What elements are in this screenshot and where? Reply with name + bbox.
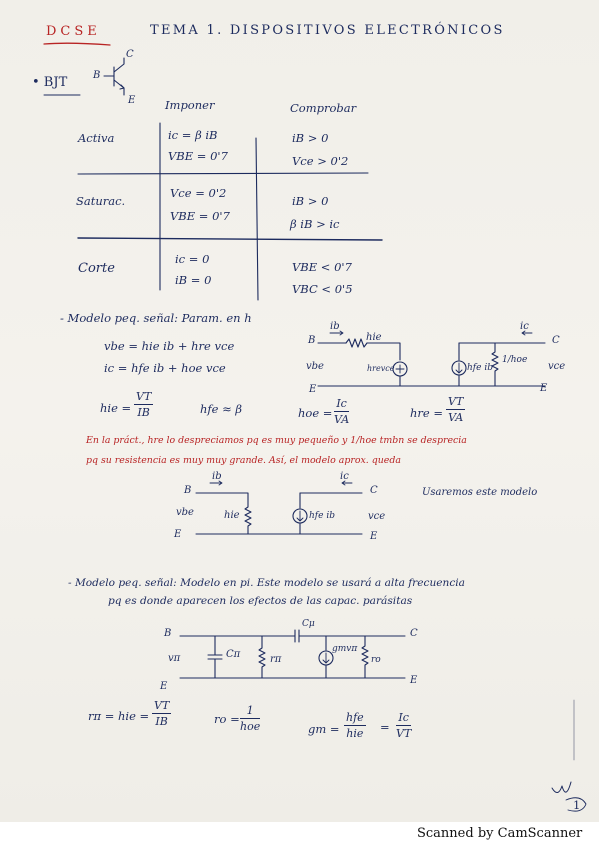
pc-c-pi: Cπ — [226, 649, 241, 660]
bjt-symbol — [104, 58, 124, 95]
sc-hfe-ib: hfe ib — [309, 511, 335, 521]
page-mark: 1 — [573, 798, 581, 812]
hre-den: VA — [448, 411, 464, 424]
sc-b: B — [184, 485, 192, 496]
pc-e1: E — [160, 681, 168, 692]
col-impose: Imponer — [165, 98, 215, 112]
bjt-pin-e: E — [128, 95, 136, 106]
scanner-watermark: Scanned by CamScanner — [417, 826, 583, 841]
sc-vce: vce — [368, 511, 386, 522]
rpi-lhs: rπ = hie = — [88, 709, 150, 723]
pc-c: C — [410, 628, 418, 639]
header-underline — [44, 43, 110, 45]
bjt-bullet: • BJT — [32, 75, 68, 90]
col-check: Comprobar — [290, 101, 357, 115]
hoe-fraction — [334, 398, 349, 425]
hoe-num: Ic — [334, 398, 349, 412]
gm-den2: VT — [396, 727, 412, 740]
hc-c: C — [552, 335, 560, 346]
red-note-line2: pq su resistencia es muy muy grande. Así, el modelo aprox. queda — [86, 455, 401, 466]
hie-lhs: hie = — [100, 401, 132, 415]
hc-ic: ic — [520, 321, 529, 332]
cut-impose-2: iB = 0 — [175, 273, 212, 287]
hc-e1: E — [309, 384, 317, 395]
h-model-heading: - Modelo peq. señal: Param. en h — [60, 311, 252, 325]
hre-num: VT — [448, 395, 464, 408]
hre-lhs: hre = — [410, 406, 444, 420]
cut-check-2: VBC < 0'5 — [292, 282, 353, 296]
hie-num: VT — [136, 390, 152, 403]
sat-impose-1: Vce = 0'2 — [170, 186, 227, 200]
sat-check-1: iB > 0 — [292, 194, 329, 208]
ro-den: hoe — [240, 720, 261, 733]
sc-c: C — [370, 485, 378, 496]
hoe-lhs: hoe = — [298, 406, 333, 420]
ro-num: 1 — [240, 705, 260, 719]
rpi-den: IB — [155, 715, 168, 728]
sc-hie: hie — [224, 510, 240, 521]
hc-hoe: 1/hoe — [502, 355, 528, 365]
sc-vbe: vbe — [176, 507, 194, 518]
pi-model-line2: pq es donde aparecen los efectos de las capac. parásitas — [108, 595, 413, 607]
red-note-line1: En la práct., hre lo despreciamos pq es muy pequeño y 1/hoe tmbn se desprecia — [86, 435, 467, 446]
rpi-fraction — [152, 700, 171, 727]
rpi-num: VT — [154, 699, 170, 712]
sc-ib: ib — [212, 471, 222, 482]
page-title: TEMA 1. DISPOSITIVOS ELECTRÓNICOS — [150, 23, 505, 38]
hc-vbe: vbe — [306, 361, 324, 372]
pc-b: B — [164, 628, 172, 639]
pc-r-pi: rπ — [270, 654, 282, 665]
active-impose-2: VBE = 0'7 — [168, 149, 228, 163]
gm-num2: Ic — [396, 712, 411, 726]
pc-e2: E — [410, 675, 418, 686]
bjt-pin-c: C — [126, 49, 134, 60]
ro-fraction — [240, 705, 260, 732]
hybrid-pi-circuit — [180, 630, 405, 678]
hoe-den: VA — [334, 413, 350, 426]
sc-e2: E — [370, 531, 378, 542]
pc-c-mu: Cμ — [302, 619, 315, 629]
cut-impose-1: ic = 0 — [175, 252, 210, 266]
hc-e2: E — [540, 383, 548, 394]
sc-ic: ic — [340, 471, 349, 482]
mode-active: Activa — [78, 131, 115, 145]
pi-model-line1: - Modelo peq. señal: Modelo en pi. Este modelo se usará a alta frecuencia — [68, 577, 466, 589]
hc-vce: vce — [548, 361, 566, 372]
hie-fraction — [134, 391, 153, 418]
h-eq-ic: ic = hfe ib + hoe vce — [104, 361, 226, 375]
gm-den1: hie — [346, 727, 364, 740]
mode-cutoff: Corte — [78, 261, 115, 276]
hie-den: IB — [137, 406, 150, 419]
pc-r-o: ro — [371, 655, 381, 665]
gm-eq: = — [380, 720, 390, 734]
hc-hfe-ib: hfe ib — [467, 363, 493, 373]
gm-fraction-1 — [344, 712, 366, 739]
hc-ib: ib — [330, 321, 340, 332]
hc-b: B — [308, 335, 316, 346]
sc-e1: E — [174, 529, 182, 540]
gm-lhs: gm = — [308, 722, 340, 736]
cut-check-1: VBE < 0'7 — [292, 260, 352, 274]
ro-lhs: ro = — [214, 712, 240, 726]
pc-v-pi: vπ — [168, 653, 181, 664]
hc-hre-vce: hrevce — [367, 364, 395, 373]
mode-saturation: Saturac. — [76, 194, 126, 208]
gm-num1: hfe — [346, 711, 364, 724]
hfe-eq: hfe ≈ β — [200, 402, 243, 416]
sat-impose-2: VBE = 0'7 — [170, 209, 230, 223]
bjt-pin-b: B — [93, 70, 101, 81]
active-check-2: Vce > 0'2 — [292, 154, 349, 168]
sat-check-2: β iB > ic — [290, 217, 340, 231]
hc-hie: hie — [366, 332, 382, 343]
active-check-1: iB > 0 — [292, 131, 329, 145]
course-code: DCSE — [46, 24, 101, 39]
simplified-circuit — [196, 481, 362, 534]
hre-fraction — [446, 396, 465, 423]
gm-fraction-2 — [396, 712, 411, 739]
pc-gm: gmvπ — [332, 644, 358, 654]
active-impose-1: ic = β iB — [168, 128, 218, 142]
h-eq-vbe: vbe = hie ib + hre vce — [104, 339, 235, 353]
sc-side-note: Usaremos este modelo — [422, 487, 538, 498]
page-mark-scribble — [552, 782, 571, 793]
